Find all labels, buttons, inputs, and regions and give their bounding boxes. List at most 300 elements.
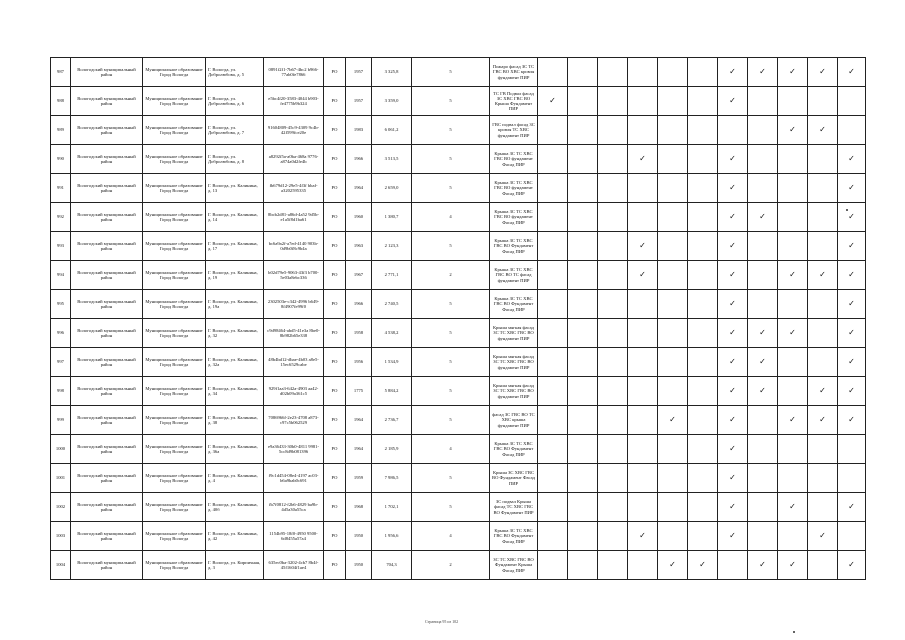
check-cell: [748, 145, 778, 174]
check-cell: [808, 348, 838, 377]
check-cell: [598, 58, 628, 87]
total-area: 3 359,0: [372, 87, 412, 116]
check-cell: [568, 377, 598, 406]
check-mark-icon: ✓: [729, 328, 736, 337]
check-cell: [628, 348, 658, 377]
check-mark-icon: ✓: [729, 299, 736, 308]
check-mark-icon: ✓: [729, 502, 736, 511]
house-address: Г. Вологда, ул. Калинина, д. 36а: [206, 435, 264, 464]
check-cell: [808, 377, 838, 406]
total-area: 704,3: [372, 551, 412, 580]
check-cell: [838, 319, 866, 348]
house-address: Г. Вологда, ул. Калинина, д. 17: [206, 232, 264, 261]
district-name: Вологодский муниципальный район: [71, 348, 143, 377]
check-mark-icon: ✓: [789, 328, 796, 337]
check-cell: [718, 145, 748, 174]
check-cell: [778, 232, 808, 261]
check-cell: [568, 319, 598, 348]
row-number: 997: [51, 348, 71, 377]
check-cell: [748, 493, 778, 522]
district-name: Вологодский муниципальный район: [71, 435, 143, 464]
table-row: [51, 232, 866, 261]
check-cell: [628, 464, 658, 493]
check-cell: [688, 551, 718, 580]
check-cell: [718, 203, 748, 232]
register-table: [50, 57, 866, 580]
check-cell: [748, 406, 778, 435]
check-cell: [778, 348, 808, 377]
check-cell: [538, 261, 568, 290]
district-name: Вологодский муниципальный район: [71, 145, 143, 174]
fias-code: bc6a9a2f-a7ed-4140 903b-0d9b0f8c9b4a: [264, 232, 324, 261]
table-row: [51, 435, 866, 464]
check-cell: [568, 522, 598, 551]
check-cell: [778, 319, 808, 348]
check-cell: [598, 464, 628, 493]
method-code: РО: [324, 261, 346, 290]
check-cell: [658, 493, 688, 522]
floors-count: 5: [412, 406, 490, 435]
table-row: [51, 116, 866, 145]
check-cell: [628, 174, 658, 203]
check-cell: [598, 493, 628, 522]
row-number: 992: [51, 203, 71, 232]
check-cell: [718, 319, 748, 348]
check-mark-icon: ✓: [729, 386, 736, 395]
check-cell: [748, 290, 778, 319]
check-cell: [538, 551, 568, 580]
check-cell: [748, 203, 778, 232]
check-cell: [658, 58, 688, 87]
method-code: РО: [324, 232, 346, 261]
check-mark-icon: ✓: [729, 473, 736, 482]
floors-count: 5: [412, 493, 490, 522]
build-year: 1964: [346, 406, 372, 435]
check-mark-icon: ✓: [729, 415, 736, 424]
row-number: 998: [51, 377, 71, 406]
check-cell: [748, 551, 778, 580]
check-cell: [658, 522, 688, 551]
check-cell: [538, 203, 568, 232]
check-mark-icon: ✓: [639, 270, 646, 279]
house-address: Г. Вологда, ул. Добролюбова, д. 7: [206, 116, 264, 145]
check-cell: [598, 232, 628, 261]
check-cell: [838, 116, 866, 145]
fias-code: 1154b95-18f0-4950 9500-6d8455a57a4: [264, 522, 324, 551]
row-number: 1000: [51, 435, 71, 464]
check-cell: [838, 87, 866, 116]
check-mark-icon: ✓: [759, 328, 766, 337]
check-cell: [538, 58, 568, 87]
check-mark-icon: ✓: [729, 67, 736, 76]
check-cell: [778, 464, 808, 493]
check-cell: [598, 551, 628, 580]
check-cell: [688, 174, 718, 203]
check-cell: [778, 435, 808, 464]
check-cell: [808, 232, 838, 261]
method-code: РО: [324, 377, 346, 406]
house-address: Г. Вологда, ул. Калинина, д. 19а: [206, 290, 264, 319]
municipality-name: Муниципальное образование Город Вологда: [143, 493, 206, 522]
check-mark-icon: ✓: [789, 560, 796, 569]
check-cell: [598, 174, 628, 203]
check-cell: [568, 290, 598, 319]
check-mark-icon: ✓: [789, 415, 796, 424]
check-cell: [688, 116, 718, 145]
check-mark-icon: ✓: [729, 183, 736, 192]
works-list: ТС ГВ Подвал фасад ЗС ХВС ГВС ВО Крыша Фундамент ПИР: [490, 87, 538, 116]
check-cell: [778, 522, 808, 551]
check-mark-icon: ✓: [729, 444, 736, 453]
check-cell: [538, 145, 568, 174]
works-list: ЗС ТС ХВС ГВС ВО Фундамент Крыша Фасад ПИР: [490, 551, 538, 580]
municipality-name: Муниципальное образование Город Вологда: [143, 203, 206, 232]
check-cell: [538, 348, 568, 377]
check-mark-icon: ✓: [669, 415, 676, 424]
method-code: РО: [324, 435, 346, 464]
total-area: 3 325,8: [372, 58, 412, 87]
check-cell: [568, 116, 598, 145]
municipality-name: Муниципальное образование Город Вологда: [143, 435, 206, 464]
check-cell: [808, 319, 838, 348]
check-cell: [748, 522, 778, 551]
table-row: [51, 145, 866, 174]
table-row: [51, 261, 866, 290]
works-list: Крыша ЗС ТС ХВС ГВС ВО фундамент Фасад ПИР: [490, 145, 538, 174]
check-cell: [538, 87, 568, 116]
check-mark-icon: ✓: [819, 67, 826, 76]
check-cell: [628, 493, 658, 522]
check-cell: [748, 232, 778, 261]
check-cell: [808, 174, 838, 203]
fias-code: c9d98464-abd5-41e3a 8be0-8b982b65e338: [264, 319, 324, 348]
district-name: Вологодский муниципальный район: [71, 464, 143, 493]
floors-count: 5: [412, 116, 490, 145]
check-cell: [658, 406, 688, 435]
check-cell: [808, 290, 838, 319]
municipality-name: Муниципальное образование Город Вологда: [143, 377, 206, 406]
row-number: 990: [51, 145, 71, 174]
table-row: [51, 319, 866, 348]
total-area: 1 534,9: [372, 348, 412, 377]
check-cell: [748, 87, 778, 116]
fias-code: fb7f0812-f2b6-4829 ba9b-4d5a30a55ca: [264, 493, 324, 522]
check-cell: [568, 261, 598, 290]
build-year: 1959: [346, 464, 372, 493]
row-number: 987: [51, 58, 71, 87]
check-cell: [808, 87, 838, 116]
method-code: РО: [324, 116, 346, 145]
check-mark-icon: ✓: [759, 67, 766, 76]
house-address: Г. Вологда, ул. Калинина, д. 34: [206, 377, 264, 406]
check-cell: [658, 464, 688, 493]
check-cell: [628, 58, 658, 87]
check-cell: [748, 464, 778, 493]
check-cell: [718, 87, 748, 116]
check-cell: [688, 145, 718, 174]
district-name: Вологодский муниципальный район: [71, 522, 143, 551]
check-mark-icon: ✓: [759, 212, 766, 221]
row-number: 1002: [51, 493, 71, 522]
table-row: [51, 406, 866, 435]
check-cell: [838, 174, 866, 203]
works-list: Крыша мягкая фасад ЗС ТС ХВС ГВС ВО фундамент ПИР: [490, 377, 538, 406]
check-cell: [658, 232, 688, 261]
house-address: Г. Вологда, ул. Калинина, д. 4: [206, 464, 264, 493]
check-cell: [628, 522, 658, 551]
check-mark-icon: ✓: [639, 241, 646, 250]
check-cell: [568, 348, 598, 377]
check-cell: [568, 551, 598, 580]
works-list: Крыша ЗС ТС ХВС ГВС ВО ТС фасад фундамент ПИР: [490, 261, 538, 290]
works-list: Крыша ЗС ТС ХВС ГВС ВО фундамент Фасад ПИР: [490, 174, 538, 203]
check-cell: [658, 145, 688, 174]
check-cell: [718, 522, 748, 551]
municipality-name: Муниципальное образование Город Вологда: [143, 261, 206, 290]
check-mark-icon: ✓: [819, 270, 826, 279]
check-cell: [688, 203, 718, 232]
check-cell: [598, 261, 628, 290]
house-address: Г. Вологда, ул. Добролюбова, д. 6: [206, 87, 264, 116]
check-mark-icon: ✓: [848, 386, 855, 395]
check-cell: [658, 174, 688, 203]
floors-count: 5: [412, 145, 490, 174]
municipality-name: Муниципальное образование Город Вологда: [143, 406, 206, 435]
method-code: РО: [324, 551, 346, 580]
row-number: 1001: [51, 464, 71, 493]
check-cell: [808, 551, 838, 580]
fias-code: fb679d12-29e5-4f3f bbaf-a3202595335: [264, 174, 324, 203]
check-cell: [748, 116, 778, 145]
build-year: 1950: [346, 551, 372, 580]
check-cell: [838, 464, 866, 493]
district-name: Вологодский муниципальный район: [71, 261, 143, 290]
method-code: РО: [324, 58, 346, 87]
floors-count: 5: [412, 58, 490, 87]
check-cell: [598, 145, 628, 174]
table-row: [51, 58, 866, 87]
row-number: 993: [51, 232, 71, 261]
build-year: 1960: [346, 203, 372, 232]
check-cell: [538, 319, 568, 348]
check-cell: [598, 406, 628, 435]
check-mark-icon: ✓: [759, 357, 766, 366]
check-cell: [778, 174, 808, 203]
check-mark-icon: ✓: [848, 560, 855, 569]
check-mark-icon: ✓: [729, 96, 736, 105]
check-cell: [778, 290, 808, 319]
municipality-name: Муниципальное образование Город Вологда: [143, 145, 206, 174]
check-cell: [718, 261, 748, 290]
fias-code: 2302503e-c342-4996 b649-8f4907fe99f0: [264, 290, 324, 319]
check-cell: [718, 116, 748, 145]
check-cell: [778, 58, 808, 87]
check-cell: [598, 203, 628, 232]
fias-code: 91604809-45c9-4309 9c4b-42f599fce20e: [264, 116, 324, 145]
check-mark-icon: ✓: [729, 357, 736, 366]
check-mark-icon: ✓: [848, 299, 855, 308]
check-cell: [808, 464, 838, 493]
total-area: 2 736,7: [372, 406, 412, 435]
method-code: РО: [324, 348, 346, 377]
check-cell: [568, 203, 598, 232]
fias-code: 929f1aa3-642a-4903 aa42-d02b09a361c5: [264, 377, 324, 406]
total-area: 7 986,5: [372, 464, 412, 493]
check-cell: [718, 493, 748, 522]
district-name: Вологодский муниципальный район: [71, 551, 143, 580]
municipality-name: Муниципальное образование Город Вологда: [143, 290, 206, 319]
district-name: Вологодский муниципальный район: [71, 493, 143, 522]
row-number: 988: [51, 87, 71, 116]
check-cell: [598, 87, 628, 116]
check-mark-icon: ✓: [819, 386, 826, 395]
check-cell: [748, 174, 778, 203]
fias-code: f9c1d454-08e4-4197 ac03-b6a9bab0c691: [264, 464, 324, 493]
build-year: 1775: [346, 377, 372, 406]
check-cell: [718, 406, 748, 435]
municipality-name: Муниципальное образование Город Вологда: [143, 464, 206, 493]
check-mark-icon: ✓: [759, 386, 766, 395]
check-cell: [778, 406, 808, 435]
check-cell: [688, 377, 718, 406]
check-cell: [718, 551, 748, 580]
method-code: РО: [324, 319, 346, 348]
check-cell: [598, 116, 628, 145]
works-list: Крыша мягкая фасад ЗС ТС ХВС ГВС ВО фундамент ПИР: [490, 319, 538, 348]
works-list: Крыша ЗС ХВС ГВС ВО Фундамент Фасад ПИР: [490, 464, 538, 493]
check-cell: [748, 348, 778, 377]
total-area: 2 123,3: [372, 232, 412, 261]
check-mark-icon: ✓: [848, 212, 855, 221]
check-cell: [538, 493, 568, 522]
scan-speck: [846, 209, 848, 211]
floors-count: 5: [412, 232, 490, 261]
check-cell: [538, 522, 568, 551]
works-list: Крыша мягкая фасад ЗС ТС ХВС ГВС ВО фундамент ПИР: [490, 348, 538, 377]
check-mark-icon: ✓: [848, 357, 855, 366]
floors-count: 2: [412, 261, 490, 290]
check-mark-icon: ✓: [848, 270, 855, 279]
check-cell: [838, 203, 866, 232]
floors-count: 4: [412, 435, 490, 464]
check-mark-icon: ✓: [819, 125, 826, 134]
build-year: 1957: [346, 87, 372, 116]
check-cell: [538, 116, 568, 145]
check-cell: [628, 435, 658, 464]
build-year: 1958: [346, 319, 372, 348]
total-area: 1 702,1: [372, 493, 412, 522]
check-cell: [598, 319, 628, 348]
check-cell: [718, 174, 748, 203]
total-area: 2 771,1: [372, 261, 412, 290]
floors-count: 5: [412, 87, 490, 116]
check-cell: [568, 232, 598, 261]
check-cell: [658, 261, 688, 290]
municipality-name: Муниципальное образование Город Вологда: [143, 551, 206, 580]
check-cell: [688, 232, 718, 261]
check-mark-icon: ✓: [639, 531, 646, 540]
check-cell: [628, 232, 658, 261]
check-mark-icon: ✓: [729, 531, 736, 540]
check-cell: [718, 232, 748, 261]
check-cell: [538, 290, 568, 319]
check-mark-icon: ✓: [729, 212, 736, 221]
check-mark-icon: ✓: [639, 154, 646, 163]
check-cell: [808, 522, 838, 551]
floors-count: 5: [412, 348, 490, 377]
house-address: Г. Вологда, ул. Калинина, д. 19: [206, 261, 264, 290]
table-row: [51, 493, 866, 522]
table-row: [51, 348, 866, 377]
check-cell: [598, 290, 628, 319]
district-name: Вологодский муниципальный район: [71, 58, 143, 87]
fias-code: b02d79e5-9063-43f3 b700-5e03a8ebc336: [264, 261, 324, 290]
build-year: 1956: [346, 348, 372, 377]
check-cell: [628, 319, 658, 348]
fias-code: 635ec0ba-3202-4cb7 8b4f-45f1604f1ae4: [264, 551, 324, 580]
check-cell: [748, 377, 778, 406]
check-cell: [538, 377, 568, 406]
table-row: [51, 464, 866, 493]
floors-count: 4: [412, 522, 490, 551]
floors-count: 2: [412, 551, 490, 580]
check-cell: [838, 145, 866, 174]
check-cell: [718, 290, 748, 319]
build-year: 1983: [346, 116, 372, 145]
house-address: Г. Вологда, ул. Добролюбова, д. 5: [206, 58, 264, 87]
check-cell: [808, 203, 838, 232]
check-cell: [628, 145, 658, 174]
check-cell: [538, 174, 568, 203]
check-cell: [808, 406, 838, 435]
table-row: [51, 551, 866, 580]
method-code: РО: [324, 522, 346, 551]
table-row: [51, 87, 866, 116]
check-cell: [538, 464, 568, 493]
check-mark-icon: ✓: [789, 67, 796, 76]
house-address: Г. Вологда, ул. Добролюбова, д. 8: [206, 145, 264, 174]
build-year: 1964: [346, 174, 372, 203]
build-year: 1967: [346, 261, 372, 290]
municipality-name: Муниципальное образование Город Вологда: [143, 87, 206, 116]
check-cell: [688, 406, 718, 435]
floors-count: 4: [412, 203, 490, 232]
check-cell: [838, 261, 866, 290]
fias-code: a8292f5a-a0ba-468a 9776-a874a0d2fe4b: [264, 145, 324, 174]
check-cell: [688, 464, 718, 493]
check-cell: [838, 522, 866, 551]
check-cell: [838, 232, 866, 261]
total-area: 2 185,9: [372, 435, 412, 464]
total-area: 1 956,6: [372, 522, 412, 551]
check-cell: [658, 116, 688, 145]
works-list: ЗС подвал Крыша фасад ТС ХВС ГВС ВО Фундамент ПИР: [490, 493, 538, 522]
table-row: [51, 174, 866, 203]
check-cell: [808, 116, 838, 145]
check-mark-icon: ✓: [848, 67, 855, 76]
build-year: 1966: [346, 145, 372, 174]
works-list: Крыша ЗС ТС ХВС ГВС ВО Фундамент Фасад ПИР: [490, 435, 538, 464]
district-name: Вологодский муниципальный район: [71, 232, 143, 261]
floors-count: 5: [412, 290, 490, 319]
works-list: Крыша ЗС ТС ХВС ГВС ВО Фундамент Фасад ПИР: [490, 522, 538, 551]
district-name: Вологодский муниципальный район: [71, 377, 143, 406]
check-cell: [628, 261, 658, 290]
house-address: Г. Вологда, ул. Калинина, д. 32: [206, 319, 264, 348]
check-cell: [778, 261, 808, 290]
table-row: [51, 522, 866, 551]
check-cell: [778, 116, 808, 145]
